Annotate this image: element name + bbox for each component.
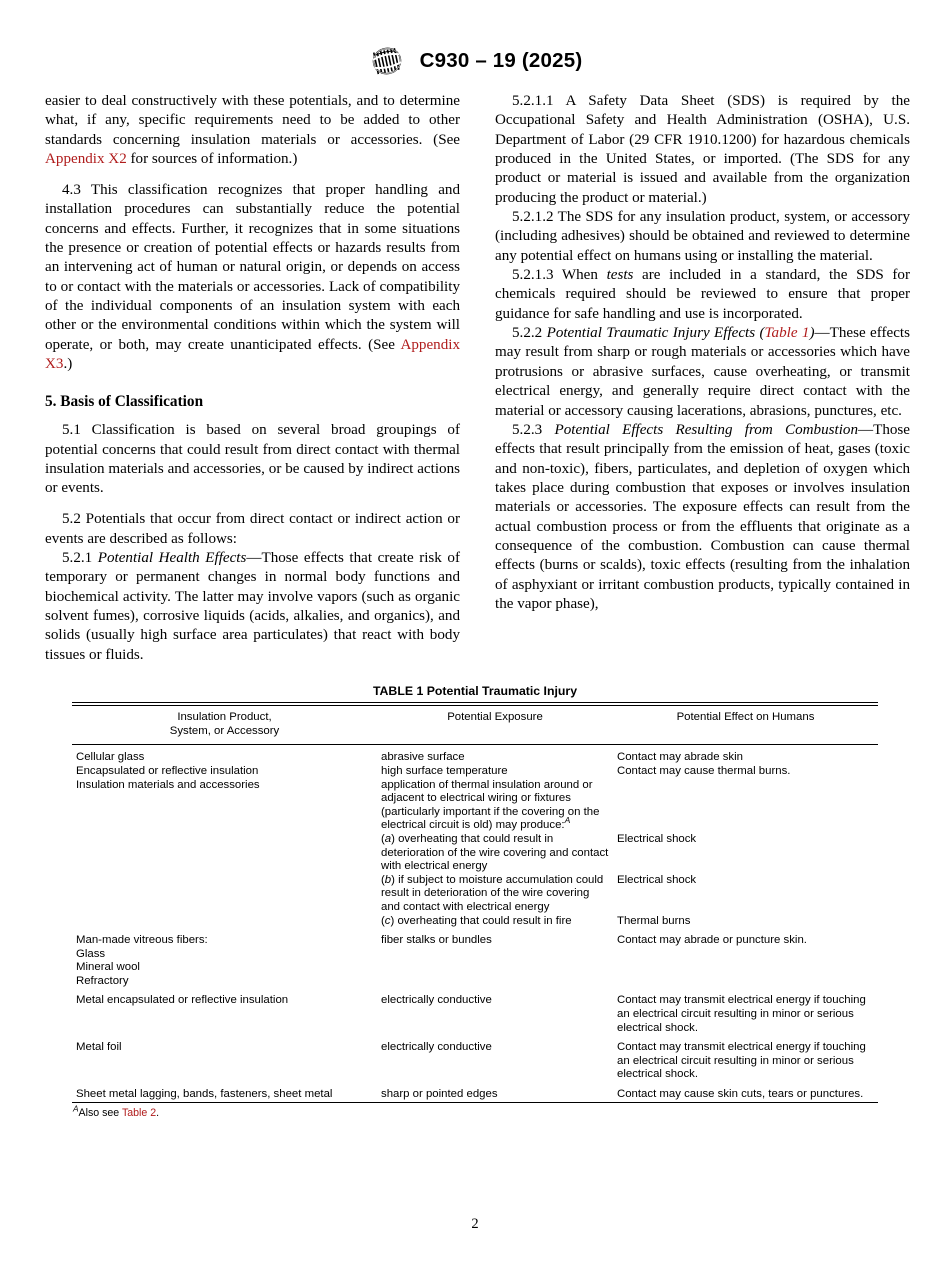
paragraph-5-2-1-1: 5.2.1.1 A Safety Data Sheet (SDS) is required by the Occupational Safety and Health Administration (OSHA), U.S. Department of Labor (29 CFR 1910.1200) for hazardous chemicals produced in the United States, or imported. (The SDS for any product or material is issued and available from the organization producing the product or material.) xyxy=(495,93,910,206)
column-header-exposure: Potential Exposure xyxy=(447,711,543,724)
cell-product: Cellular glass xyxy=(76,751,145,764)
table-row xyxy=(72,745,878,765)
cell-product: Metal encapsulated or reflective insulation xyxy=(76,994,289,1007)
table-row xyxy=(72,765,878,779)
body-columns xyxy=(45,92,911,665)
cell-exposure: application of thermal insulation around or adjacent to electrical wiring or fixtures (particularly important if the covering on the electrical circuit is old) may produce:$^A$ xyxy=(381,778,600,832)
cell-exposure: electrically conductive xyxy=(381,994,492,1007)
inline-link[interactable]: Appendix X2 xyxy=(45,151,127,168)
paragraph-5-2-2: 5.2.2 Potential Traumatic Injury Effects (Table 1)—These effects may result from sharp or rough materials or accessories which have protrusions or abrasive surfaces, cause overheating, or transmit electrical energy, and generally require direct contact with the material or accessory causing lacerations, abrasions, punctures, etc. xyxy=(495,325,910,419)
cell-effect: Electrical shock xyxy=(617,832,697,845)
inline-link[interactable]: Table 1 xyxy=(764,325,810,342)
table-header-row xyxy=(72,706,878,744)
section-heading-5: 5. Basis of Classification xyxy=(45,393,204,411)
table-1-container xyxy=(72,684,878,1119)
cell-effect: Contact may cause thermal burns. xyxy=(617,764,791,777)
table-row xyxy=(72,915,878,929)
cell-effect: Contact may abrade skin xyxy=(617,751,743,764)
cell-product: Man-made vitreous fibers: Glass Mineral wool Refractory xyxy=(76,934,208,987)
cell-exposure: abrasive surface xyxy=(381,751,465,764)
cell-product xyxy=(72,833,377,874)
cell-exposure: (b) if subject to moisture accumulation could result in deterioration of the wire covering and contact with electrical energy xyxy=(381,873,604,913)
cell-exposure: (a) overheating that could result in deterioration of the wire covering and contact with electrical energy xyxy=(381,832,609,873)
cell-effect: Thermal burns xyxy=(617,914,691,927)
table-row xyxy=(72,874,878,915)
column-header-product: Insulation Product, System, or Accessory xyxy=(169,711,280,737)
table-row xyxy=(72,934,878,988)
cell-effect: Contact may transmit electrical energy if touching an electrical circuit resulting in minor or serious electrical shock. xyxy=(617,1041,866,1081)
paragraph-continued: easier to deal constructively with these potentials, and to determine what, if any, specific requirements need to be added to other standards concerning insulation materials or accessories. (See Appendix X2 for sources of information.) xyxy=(45,93,460,168)
paragraph-5-2-1-2: 5.2.1.2 The SDS for any insulation product, system, or accessory (including adhesives) should be obtained and reviewed to determine any potential effect on humans using or installing the material. xyxy=(495,209,910,264)
paragraph-5-2: 5.2 Potentials that occur from direct contact or indirect action or events are described as follows: xyxy=(45,511,460,547)
cell-effect xyxy=(613,779,878,833)
table-body xyxy=(72,745,878,1101)
table-row xyxy=(72,779,878,833)
cell-effect: Electrical shock xyxy=(617,873,697,886)
footnote-prefix: Also see xyxy=(78,1106,122,1119)
footnote-link-table-2[interactable]: Table 2 xyxy=(121,1106,157,1119)
footnote-suffix: . xyxy=(156,1106,160,1119)
exposure-item-label: b xyxy=(384,873,392,886)
paragraph-5-2-3: 5.2.3 Potential Effects Resulting from Combustion—Those effects that result principally from the emission of heat, gases (toxic and non-toxic), fibers, particulates, and depletion of oxygen which takes place during combustion that exposes or involves insulation materials or accessories. The exposure effects can result from the actual combustion process or from the effluents that originate as a consequence of the combustion. Combustion can cause thermal effects (burns or scalds), toxic effects (resulting from the inhalation of asphyxiant or irritant combustion products, typically contained in the vapor phase), xyxy=(495,421,910,612)
table-row xyxy=(72,1088,878,1102)
table-row xyxy=(72,994,878,1035)
cell-product xyxy=(72,915,377,929)
cell-exposure: electrically conductive xyxy=(381,1041,492,1054)
cell-exposure: high surface temperature xyxy=(381,764,508,777)
document-designation: C930 – 19 (2025) xyxy=(419,49,583,72)
cell-effect: Contact may cause skin cuts, tears or punctures. xyxy=(617,1088,864,1101)
inline-link[interactable]: Appendix X3 xyxy=(45,336,460,372)
column-header-effect: Potential Effect on Humans xyxy=(676,711,815,724)
paragraph-5-2-1-3: 5.2.1.3 When tests are included in a standard, the SDS for chemicals required should be reviewed to ensure that proper guidance for safe handling and use is incorporated. xyxy=(495,267,910,322)
table-1-body xyxy=(72,745,878,1101)
paragraph-5-2-1: 5.2.1 Potential Health Effects—Those effects that create risk of temporary or permanent changes in normal body functions and biochemical activity. The latter may involve vapors (such as organic solvent fumes), corrosive liquids (acids, alkalies, and organics), and solids (usually high surface area particulates) that react with body tissues or fluids. xyxy=(45,549,460,663)
cell-exposure: (c) overheating that could result in fire xyxy=(381,914,572,927)
cell-product xyxy=(72,874,377,915)
exposure-item-label: a xyxy=(384,832,392,845)
table-row xyxy=(72,1041,878,1082)
table-title: TABLE 1 Potential Traumatic Injury xyxy=(372,684,578,698)
astm-logo xyxy=(368,46,406,76)
left-column xyxy=(45,92,460,665)
cell-product: Sheet metal lagging, bands, fasteners, sheet metal xyxy=(76,1088,333,1101)
footnote-marker: A xyxy=(73,1103,79,1114)
page-number: 2 xyxy=(471,1216,479,1232)
table-footnote xyxy=(72,1103,878,1119)
paragraph-5-1: 5.1 Classification is based on several broad groupings of potential concerns that could result from direct contact with thermal insulation materials and accessories, or be caused by indirect actions or events. xyxy=(45,422,460,497)
footnote-ref[interactable]: A xyxy=(564,815,571,826)
cell-product: Metal foil xyxy=(76,1041,122,1054)
cell-effect: Contact may abrade or puncture skin. xyxy=(617,934,807,947)
cell-product: Insulation materials and accessories xyxy=(76,778,260,791)
right-column xyxy=(495,92,910,665)
cell-exposure: fiber stalks or bundles xyxy=(381,934,492,947)
exposure-item-label: c xyxy=(384,914,391,927)
cell-effect: Contact may transmit electrical energy if touching an electrical circuit resulting in minor or serious electrical shock. xyxy=(617,994,866,1034)
cell-exposure: sharp or pointed edges xyxy=(381,1088,498,1101)
table-row xyxy=(72,833,878,874)
cell-product: Encapsulated or reflective insulation xyxy=(76,764,259,777)
page-header xyxy=(0,46,950,76)
paragraph-4-3: 4.3 This classification recognizes that proper handling and installation procedures can substantially reduce the potential concerns and effects. Further, it recognizes that in some situations the presence or creation of potential effects or hazards results from an intervening act of human or natural origin, or depends on access to or contact with the materials or accessories. Lack of compatibility of the individual components of an insulation system with each other or the environmental conditions within which the system will operate, or both, may create unanticipated effects. (See Appendix X3.) xyxy=(45,181,460,372)
table-1 xyxy=(72,706,878,744)
table-header xyxy=(72,706,878,744)
